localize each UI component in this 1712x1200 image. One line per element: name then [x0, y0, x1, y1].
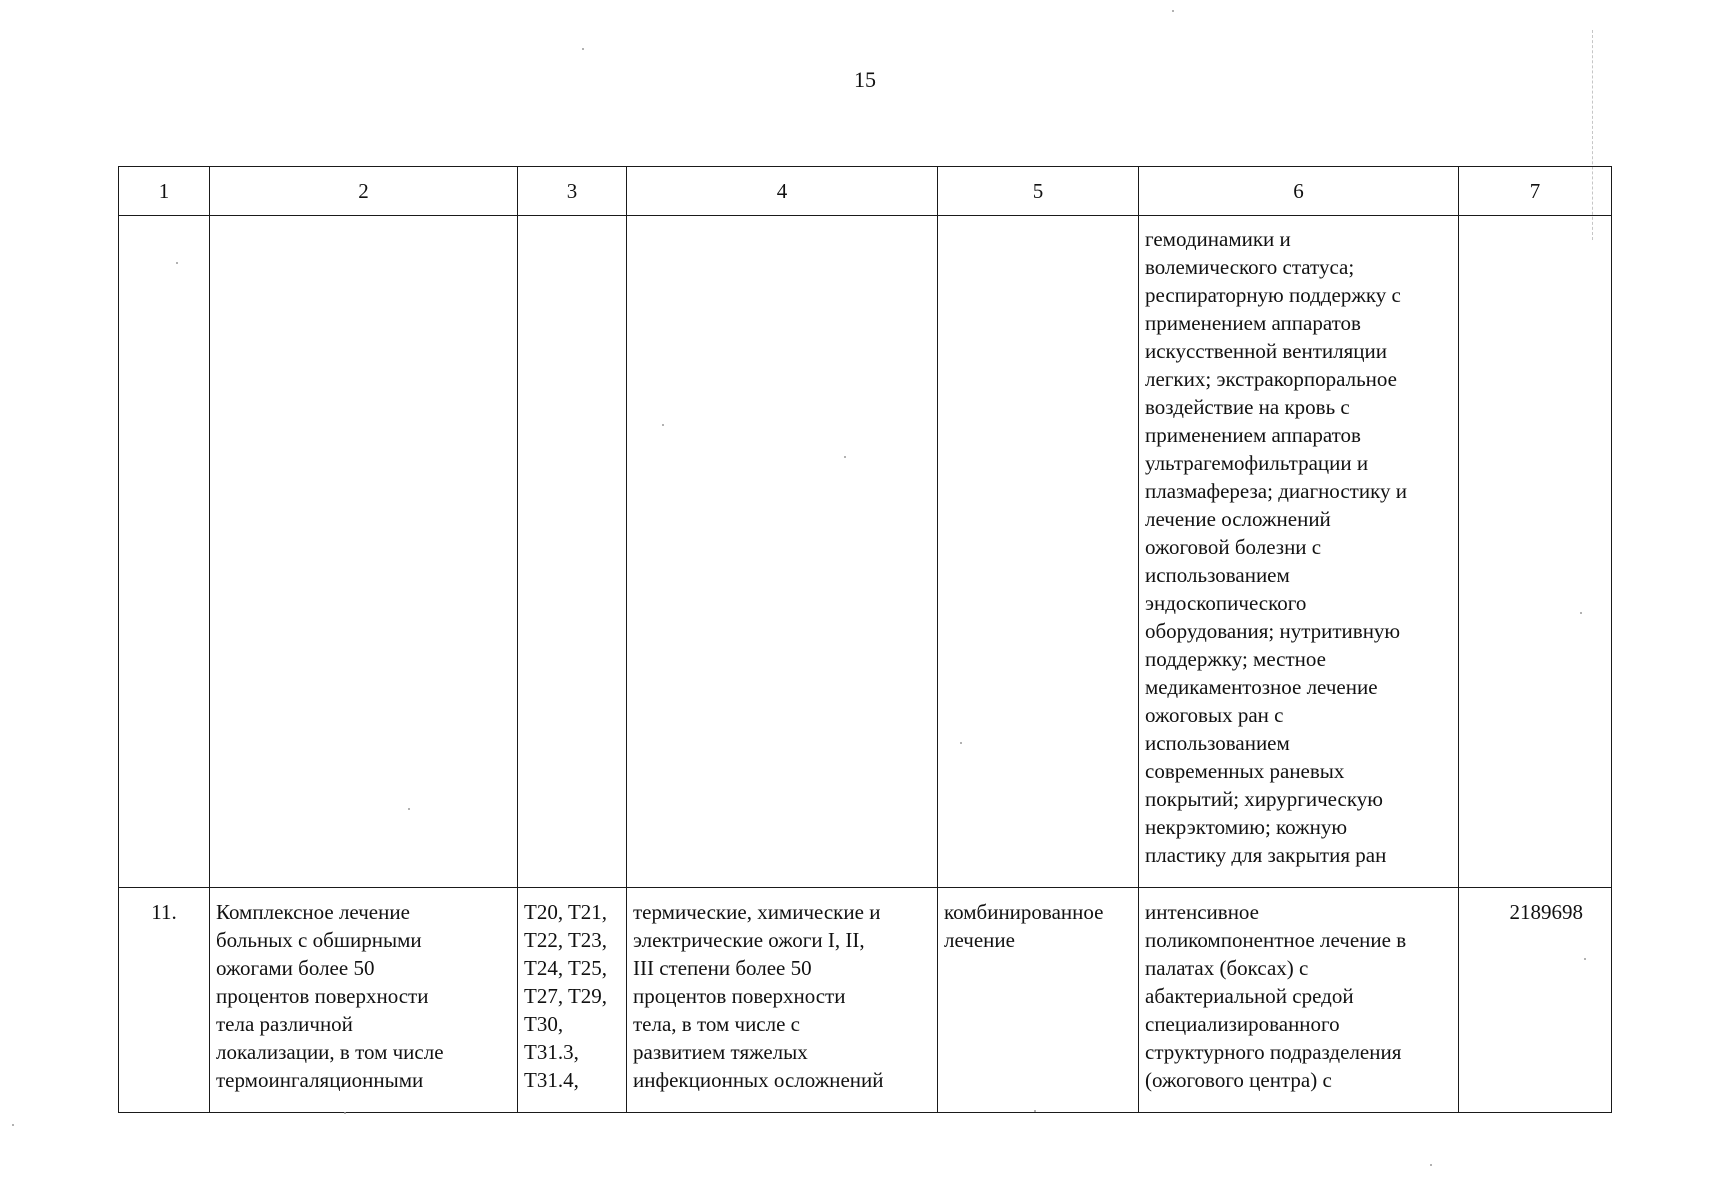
method-line: покрытий; хирургическую: [1145, 787, 1383, 811]
scan-speck: [844, 456, 846, 458]
method-line: применением аппаратов: [1145, 311, 1361, 335]
method-line: современных раневых: [1145, 759, 1345, 783]
service-name-line: процентов поверхности: [216, 984, 429, 1008]
method-line: использованием: [1145, 731, 1290, 755]
column-number-7: 7: [1459, 167, 1612, 216]
method-line: пластику для закрытия ран: [1145, 843, 1387, 867]
service-name-line: термоингаляционными: [216, 1068, 424, 1092]
scan-speck: [1584, 958, 1586, 960]
continuation-cell-7: [1459, 216, 1612, 888]
amount-value: 2189698: [1509, 900, 1583, 924]
method-line: некрэктомию; кожную: [1145, 815, 1348, 839]
method-line: ожоговых ран с: [1145, 703, 1284, 727]
method-line: использованием: [1145, 563, 1290, 587]
method-line: лечение осложнений: [1145, 507, 1331, 531]
method-line: медикаментозное лечение: [1145, 675, 1378, 699]
diagnosis-line: развитием тяжелых: [633, 1040, 808, 1064]
diagnosis-cell: [627, 888, 938, 1113]
method-line: палатах (боксах) с: [1145, 956, 1309, 980]
method-line: структурного подразделения: [1145, 1040, 1402, 1064]
scan-speck: [1172, 10, 1174, 12]
service-name-line: ожогами более 50: [216, 956, 375, 980]
code-line: T27, T29,: [524, 984, 608, 1008]
code-line: T31.3,: [524, 1040, 579, 1064]
continuation-method-cell: [1139, 216, 1459, 888]
diagnosis-line: тела, в том числе с: [633, 1012, 800, 1036]
method-line: поликомпонентное лечение в: [1145, 928, 1407, 952]
diagnosis-line: процентов поверхности: [633, 984, 846, 1008]
service-name-cell: [210, 888, 518, 1113]
code-line: T30,: [524, 1012, 564, 1036]
service-name-line: локализации, в том числе: [216, 1040, 444, 1064]
column-number-4: 4: [627, 167, 938, 216]
column-number-6: 6: [1139, 167, 1459, 216]
row-number: 11.: [151, 900, 177, 924]
scan-speck: [662, 424, 664, 426]
continuation-row: [119, 216, 1612, 888]
table-row: [119, 888, 1612, 1113]
code-line: T31.4,: [524, 1068, 579, 1092]
method-cell: [1139, 888, 1459, 1113]
method-line: интенсивное: [1145, 900, 1260, 924]
method-line: гемодинамики и: [1145, 227, 1291, 251]
method-line: волемического статуса;: [1145, 255, 1355, 279]
scan-speck: [1034, 1110, 1036, 1112]
continuation-cell-4: [627, 216, 938, 888]
diagnosis-line: электрические ожоги I, II,: [633, 928, 865, 952]
diagnosis-line: III степени более 50: [633, 956, 812, 980]
services-table: [118, 166, 1612, 1113]
treatment-type-line: лечение: [944, 928, 1015, 952]
scan-speck: [1430, 1164, 1432, 1166]
method-line: воздействие на кровь с: [1145, 395, 1350, 419]
method-line: (ожогового центра) с: [1145, 1068, 1332, 1092]
scan-speck: [176, 262, 178, 264]
method-line: применением аппаратов: [1145, 423, 1361, 447]
service-name-line: больных с обширными: [216, 928, 422, 952]
column-number-5: 5: [938, 167, 1139, 216]
service-name-line: тела различной: [216, 1012, 353, 1036]
continuation-cell-5: [938, 216, 1139, 888]
scan-speck: [344, 1112, 346, 1114]
column-number-row: [119, 167, 1612, 216]
code-line: T22, T23,: [524, 928, 608, 952]
code-line: T24, T25,: [524, 956, 608, 980]
method-line: абактериальной средой: [1145, 984, 1354, 1008]
scan-speck: [960, 742, 962, 744]
service-name-line: Комплексное лечение: [216, 900, 410, 924]
method-line: специализированного: [1145, 1012, 1340, 1036]
method-line: ожоговой болезни с: [1145, 535, 1322, 559]
continuation-cell-2: [210, 216, 518, 888]
method-line: плазмафереза; диагностику и: [1145, 479, 1407, 503]
method-line: респираторную поддержку с: [1145, 283, 1401, 307]
scan-speck: [582, 48, 584, 50]
page-number: 15: [854, 67, 876, 92]
method-line: оборудования; нутритивную: [1145, 619, 1401, 643]
diagnosis-line: термические, химические и: [633, 900, 881, 924]
scan-speck: [1580, 612, 1582, 614]
treatment-type-cell: [938, 888, 1139, 1113]
treatment-type-line: комбинированное: [944, 900, 1104, 924]
continuation-cell-3: [518, 216, 627, 888]
column-number-2: 2: [210, 167, 518, 216]
row-number-cell: [119, 888, 210, 1113]
scan-speck: [408, 808, 410, 810]
method-line: легких; экстракорпоральное: [1145, 367, 1397, 391]
method-line: искусственной вентиляции: [1145, 339, 1387, 363]
code-line: T20, T21,: [524, 900, 608, 924]
column-number-1: 1: [119, 167, 210, 216]
method-line: эндоскопического: [1145, 591, 1307, 615]
amount-cell: [1459, 888, 1612, 1113]
column-number-3: 3: [518, 167, 627, 216]
scan-speck: [12, 1124, 14, 1126]
continuation-cell-1: [119, 216, 210, 888]
method-line: ультрагемофильтрации и: [1145, 451, 1369, 475]
method-line: поддержку; местное: [1145, 647, 1326, 671]
codes-cell: [518, 888, 627, 1113]
diagnosis-line: инфекционных осложнений: [633, 1068, 884, 1092]
